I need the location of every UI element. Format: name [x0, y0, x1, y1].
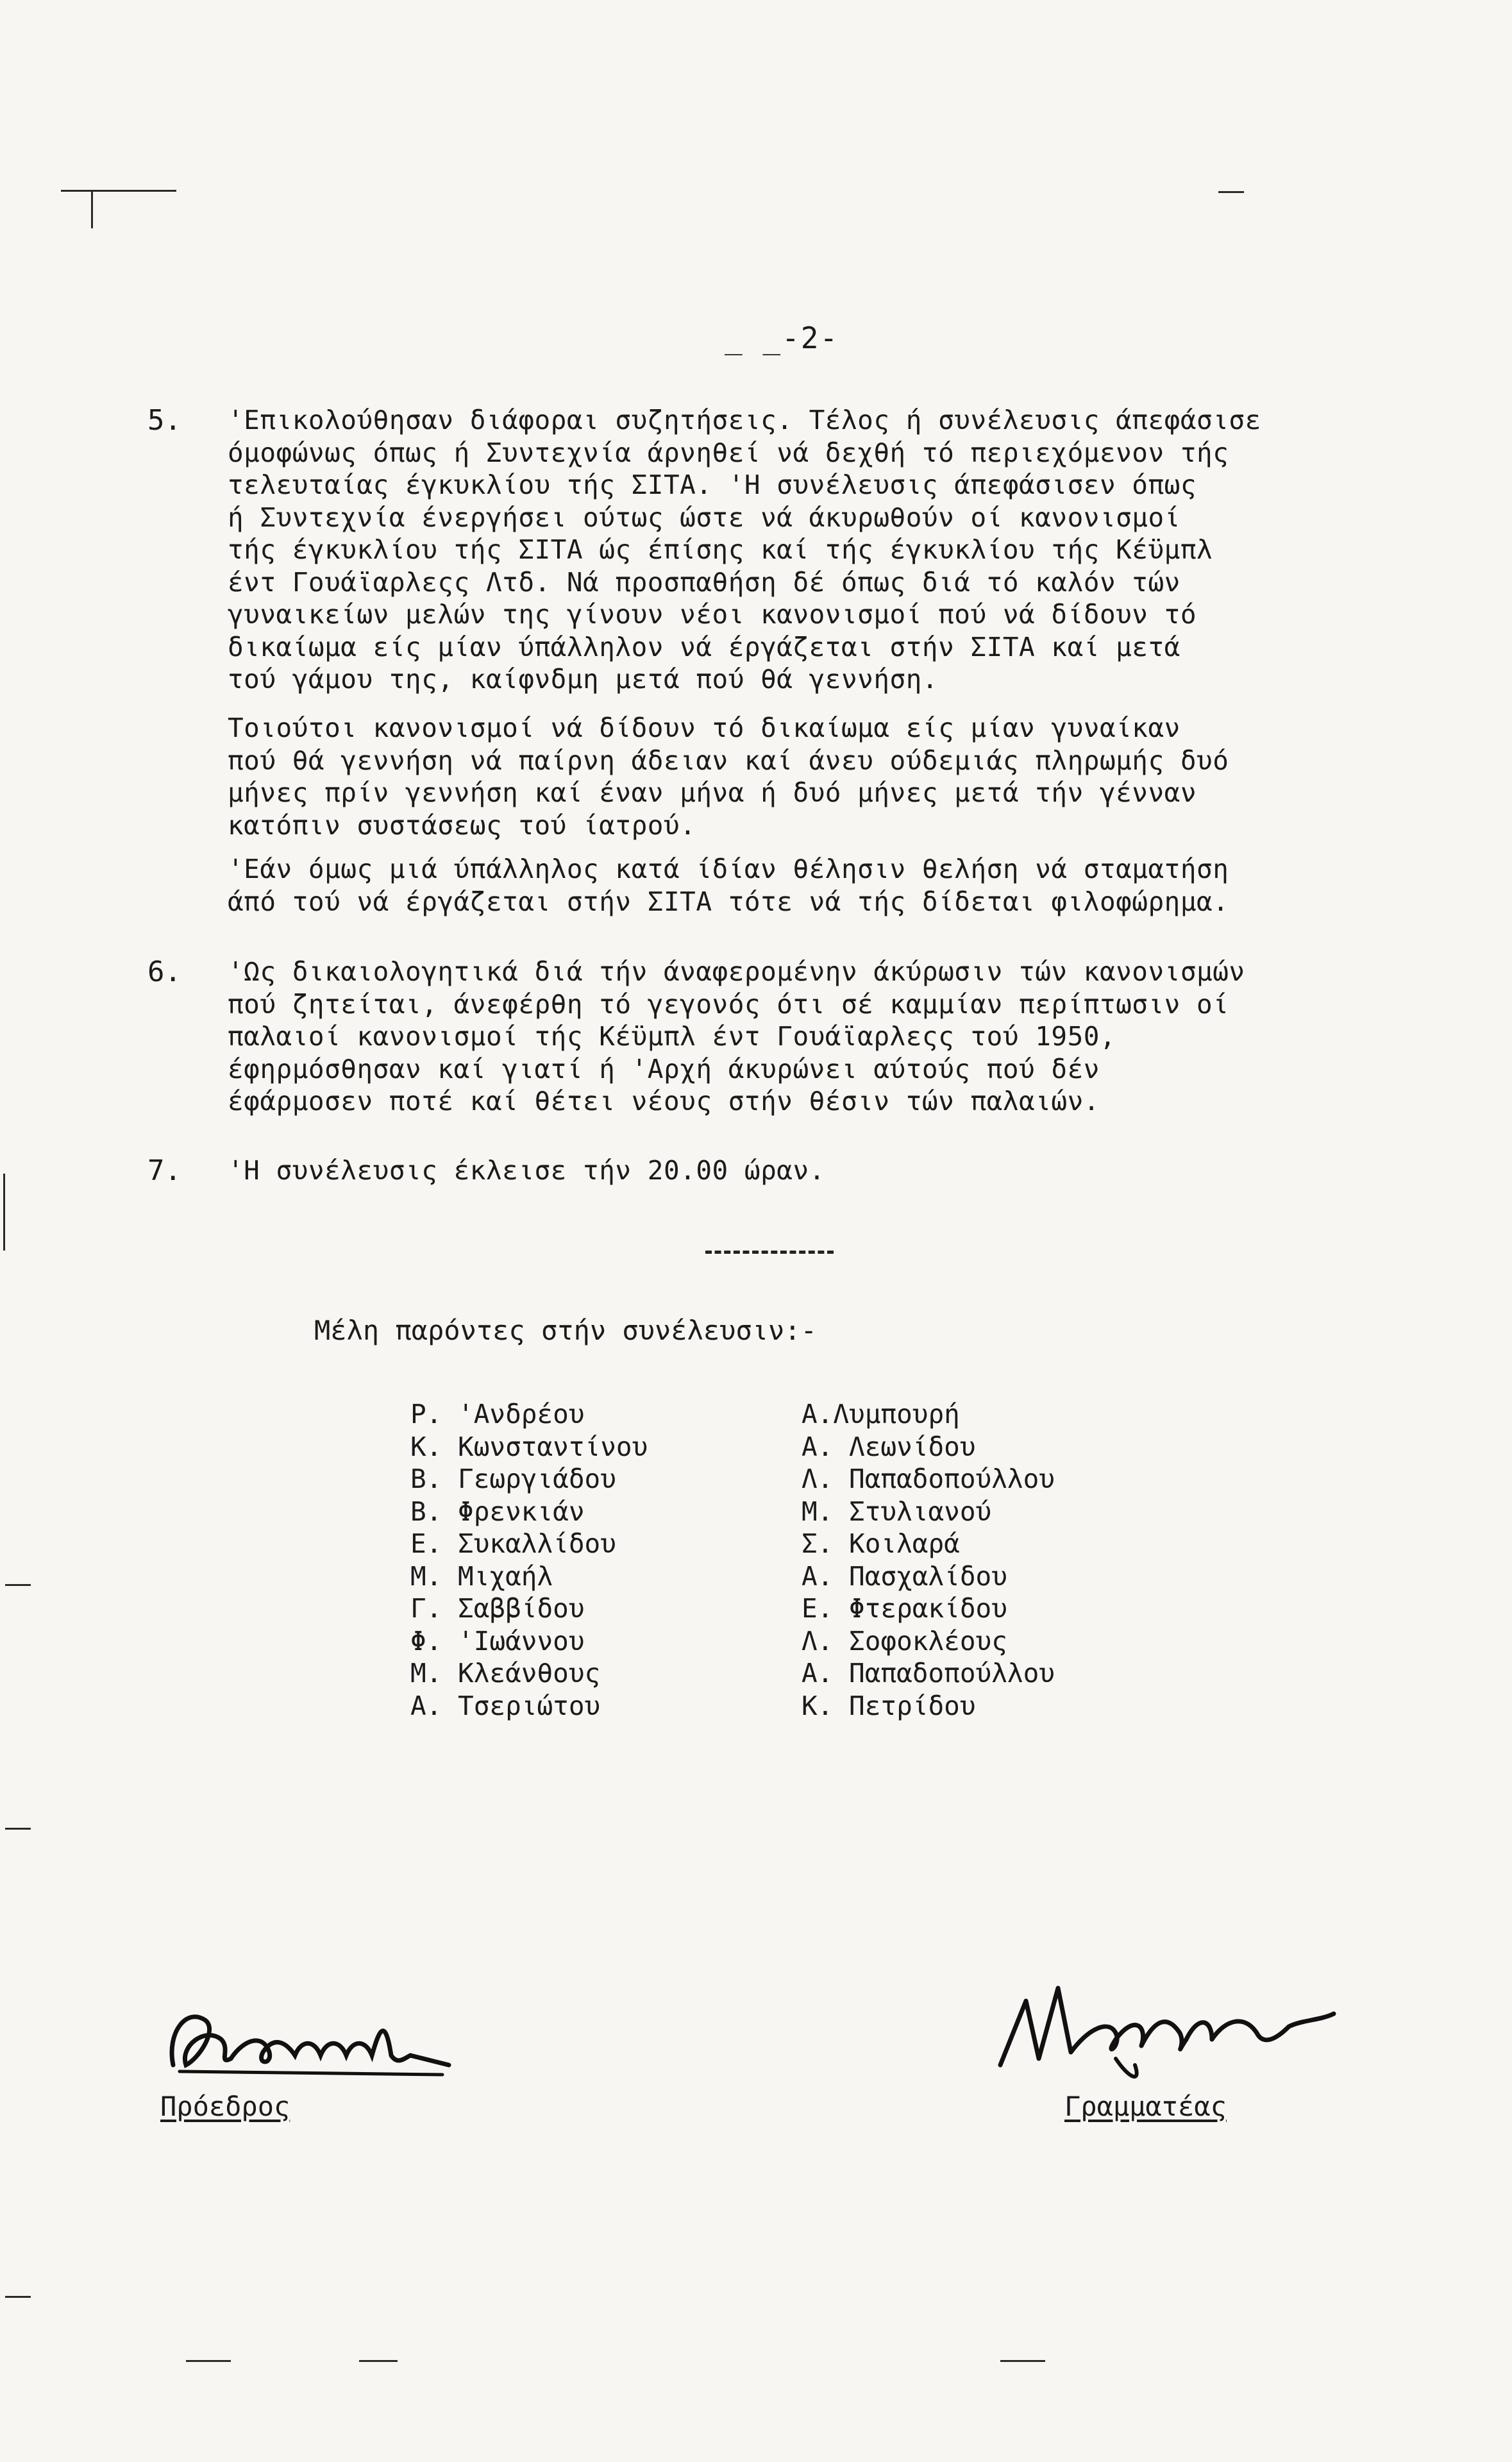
member-name: Κ. Κωνσταντίνου	[410, 1431, 648, 1462]
scan-artifact-left-dash-1	[5, 1584, 31, 1586]
section-divider	[705, 1251, 834, 1254]
scan-artifact-bottom-dash-1	[186, 2360, 231, 2362]
paragraph: 'Επικολούθησαν διάφοραι συζητήσεις. Τέλος ή συνέλευσις άπεφάσισε όμοφώνως όπως ή Συντεχνία άρνηθεί νά δεχθή τό περιεχόμενον τής τελευταίας έγκυκλίου τής ΣΙΤΑ. 'Η συνέλευσις άπεφάσισεν όπως ή Συντεχνία ένεργήσει ούτως ώστε νά άκυρωθούν οί κανονισμοί τής έγκυκλίου τής ΣΙΤΑ ώς έπίσης καί τής έγκυκλίου τής Κέϋμπλ έντ Γουάϊαρλεςς Λτδ. Νά προσπαθήση δέ όπως διά τό καλόν τών γυναικείων μελών της γίνουν νέοι κανονισμοί πού νά δίδουν τό δικαίωμα είς μίαν ύπάλληλον νά έργάζεται στήν ΣΙΤΑ καί μετά τού γάμου της, καίφνδμη μετά πού θά γεννήση.	[228, 405, 1261, 695]
scan-artifact-bottom-dash-2	[359, 2360, 398, 2362]
member-name: Λ. Παπαδοπούλλου	[802, 1463, 1055, 1494]
president-label: Πρόεδρος	[160, 2091, 290, 2122]
member-name: Ρ. 'Ανδρέου	[410, 1399, 585, 1429]
page-number: _ _-2-	[725, 321, 839, 355]
scan-artifact-left-dash-2	[5, 1828, 31, 1830]
scan-artifact-right-dash	[1218, 191, 1244, 193]
member-name: Μ. Μιχαήλ	[410, 1560, 553, 1592]
scan-artifact-top-left	[61, 190, 176, 192]
secretary-signature-block	[987, 1962, 1347, 2122]
president-signature-block	[160, 1994, 455, 2122]
scan-artifact-left-edge	[3, 1174, 5, 1251]
members-list-left	[410, 1398, 648, 1722]
paragraph: 'Ως δικαιολογητικά διά τήν άναφερομένην άκύρωσιν τών κανονισμών πού ζητείται, άνεφέρθη τό γεγονός ότι σέ καμμίαν περίπτωσιν οί παλαιοί κανονισμοί τής Κέϋμπλ έντ Γουάϊαρλεςς τού 1950, έφηρμόσθησαν καί γιατί ή 'Αρχή άκυρώνει αύτούς πού δέν έφάρμοσεν ποτέ καί θέτει νέους στήν θέσιν τών παλαιών.	[228, 956, 1245, 1117]
member-name: Β. Γεωργιάδου	[410, 1463, 616, 1494]
member-name: Μ. Στυλιανού	[802, 1496, 992, 1527]
members-heading: Μέλη παρόντες στήν συνέλευσιν:-	[314, 1315, 817, 1346]
member-name: Μ. Κλεάνθους	[410, 1658, 601, 1689]
member-name: Γ. Σαββίδου	[410, 1593, 585, 1624]
paragraph: Τοιούτοι κανονισμοί νά δίδουν τό δικαίωμα είς μίαν γυναίκαν πού θά γεννήση νά παίρνη άδειαν καί άνευ ούδεμιάς πληρωμής δυό μήνες πρίν γεννήση καί έναν μήνα ή δυό μήνες μετά τήν γένναν κατόπιν συστάσεως τού ίατρού.	[228, 712, 1229, 841]
member-name: Β. Φρενκιάν	[410, 1496, 585, 1527]
item-number: 5.	[147, 404, 181, 437]
member-name: Α. Τσεριώτου	[410, 1690, 601, 1721]
scan-artifact-top-left-tick	[91, 190, 93, 228]
secretary-label: Γραμματέας	[1064, 2091, 1227, 2122]
scan-artifact-left-dash-3	[5, 2296, 31, 2298]
scan-artifact-bottom-dash-3	[1000, 2360, 1045, 2362]
paragraph: 'Εάν όμως μιά ύπάλληλος κατά ίδίαν θέλησιν θελήση νά σταματήση άπό τού νά έργάζεται στήν ΣΙΤΑ τότε νά τής δίδεται φιλοφώρημα.	[228, 854, 1229, 917]
member-name: Α. Παπαδοπούλλου	[802, 1658, 1055, 1689]
member-name: Φ. 'Ιωάννου	[410, 1625, 585, 1657]
member-name: Σ. Κοιλαρά	[802, 1528, 960, 1559]
item-number: 6.	[147, 956, 181, 988]
member-name: Α. Λεωνίδου	[802, 1431, 976, 1462]
member-name: Ε. Φτερακίδου	[802, 1593, 1007, 1624]
paragraph: 'Η συνέλευσις έκλεισε τήν 20.00 ώραν.	[228, 1155, 825, 1186]
president-signature	[160, 1994, 455, 2091]
member-name: Ε. Συκαλλίδου	[410, 1528, 616, 1559]
member-name: Α.Λυμπουρή	[802, 1399, 960, 1429]
item-number: 7.	[147, 1154, 181, 1187]
member-name: Α. Πασχαλίδου	[802, 1560, 1007, 1592]
member-name: Λ. Σοφοκλέους	[802, 1625, 1007, 1657]
secretary-signature	[987, 1962, 1347, 2091]
member-name: Κ. Πετρίδου	[802, 1690, 976, 1721]
members-list-right	[802, 1398, 1055, 1722]
